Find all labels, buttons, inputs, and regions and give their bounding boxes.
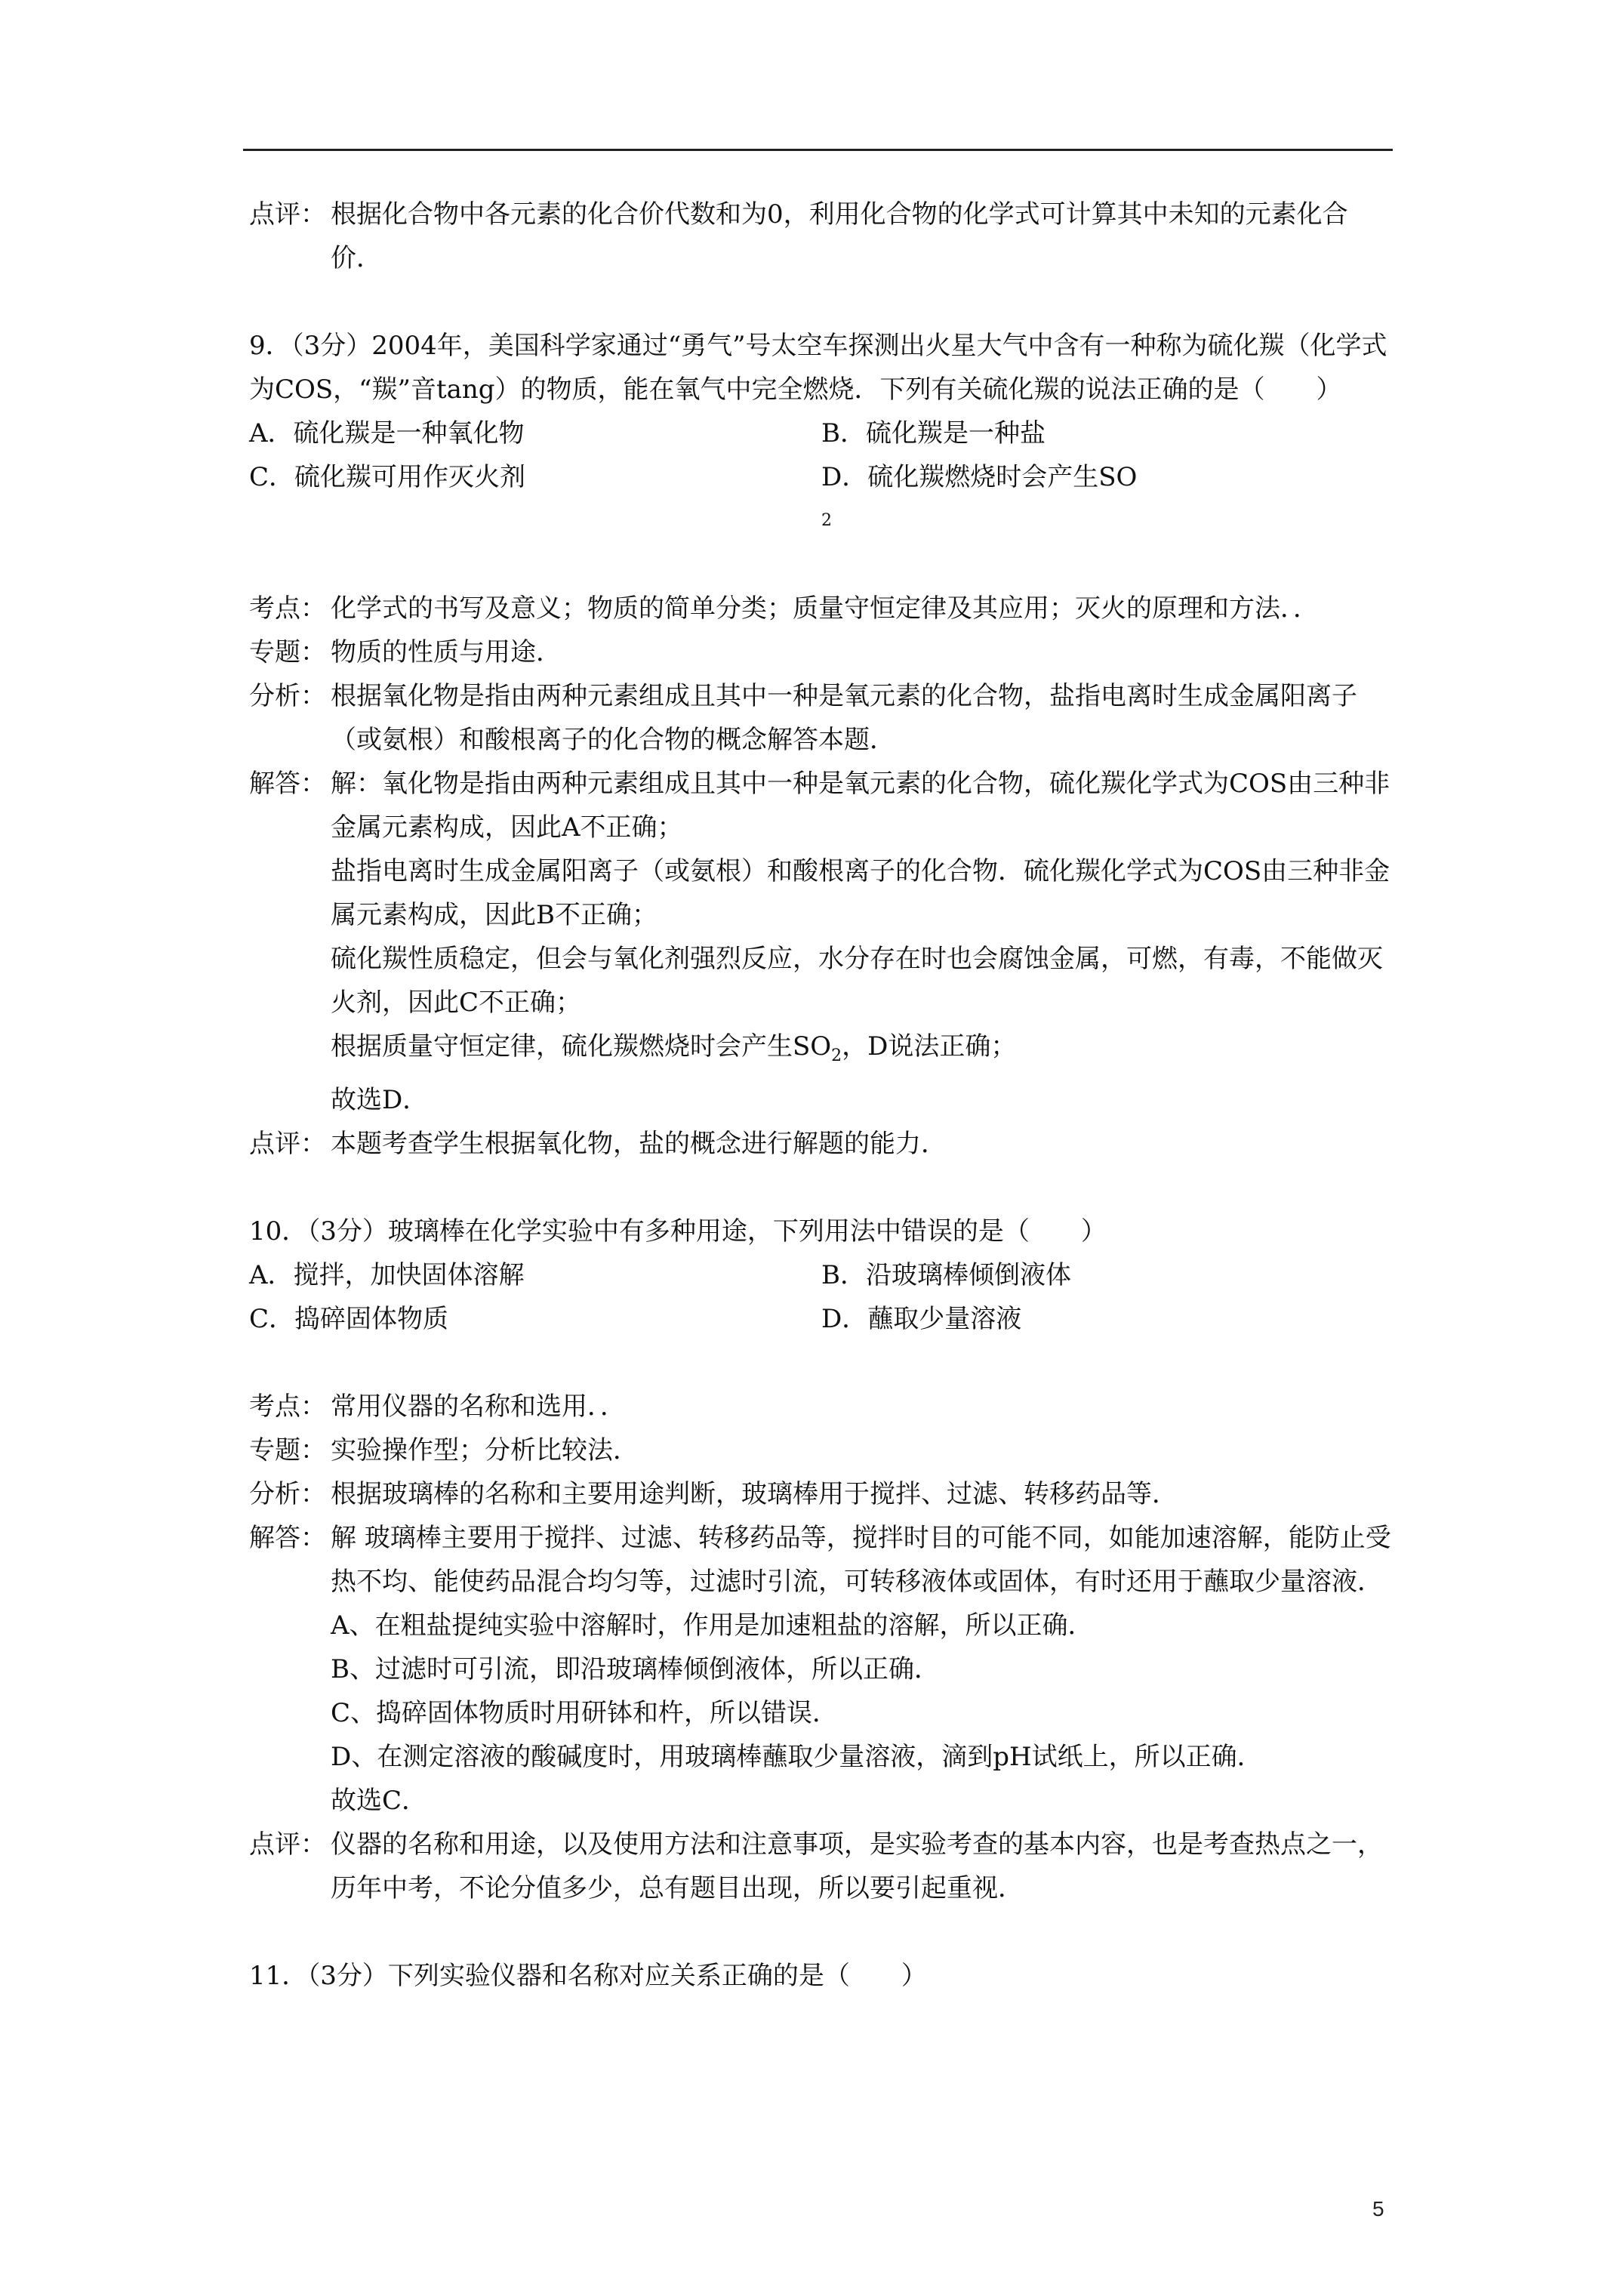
kaodian-text: 化学式的书写及意义；物质的简单分类；质量守恒定律及其应用；灭火的原理和方法．． [331,593,1319,624]
zhuanti-text: 实验操作型；分析比较法． [331,1435,639,1465]
jieda-line: 盐指电离时生成金属阳离子（或氨根）和酸根离子的化合物．硫化羰化学式为COS由三种非金属元素构成，因此B不正确； [331,856,1390,930]
zhuanti-text: 物质的性质与用途． [331,637,562,667]
kaodian-text: 常用仪器的名称和选用．． [331,1391,626,1422]
dianping-label: 点评： [249,1129,326,1159]
jieda-line: 解 玻璃棒主要用于搅拌、过滤、转移药品等，搅拌时目的可能不同，如能加速溶解，能防止受热不均、能使药品混合均匀等，过滤时引流，可转移液体或固体，有时还用于蘸取少量溶液． [331,1523,1391,1597]
zhuanti-label: 专题： [249,637,326,667]
fenxi-text: 根据氧化物是指由两种元素组成且其中一种是氧元素的化合物，盐指电离时生成金属阳离子（或氨根）和酸根离子的化合物的概念解答本题． [331,681,1357,755]
jieda-so2-tail: ，D说法正确； [842,1031,1017,1062]
kaodian-label: 考点： [249,1391,326,1422]
q9-fenxi [249,674,1393,762]
q10-option-b: B．沿玻璃棒倾倒液体 [821,1260,1071,1290]
jieda-so2-subscript: 2 [831,1046,842,1065]
q9-option-d-text: D．硫化羰燃烧时会产生SO [821,462,1138,492]
q10-option-c: C．捣碎固体物质 [249,1304,449,1334]
jieda-so2-text: 根据质量守恒定律，硫化羰燃烧时会产生SO [331,1031,832,1062]
q10-dianping [249,1823,1393,1910]
q10-options [249,1253,1393,1341]
jieda-line: D、在测定溶液的酸碱度时，用玻璃棒蘸取少量溶液，滴到pH试纸上，所以正确． [331,1742,1263,1772]
q10-jieda [249,1516,1393,1823]
dianping-text: 根据化合物中各元素的化合价代数和为0，利用化合物的化学式可计算其中未知的元素化合价． [331,199,1348,273]
page-content [249,193,1393,1998]
jieda-line: 硫化羰性质稳定，但会与氧化剂强烈反应，水分存在时也会腐蚀金属，可燃，有毒，不能做灭火剂，因此C不正确； [331,944,1383,1018]
jieda-final: 故选C． [331,1786,428,1816]
page-number: 5 [1372,2197,1384,2220]
jieda-label: 解答： [249,1523,326,1553]
q10-kaodian [249,1385,1393,1428]
q9-zhuanti [249,630,1393,674]
q9-jieda [249,762,1393,1122]
q9-dianping [249,1122,1393,1166]
q10-option-a: A．搅拌，加快固体溶解 [249,1260,525,1290]
zhuanti-label: 专题： [249,1435,326,1465]
q10-stem: 10．（3分）玻璃棒在化学实验中有多种用途，下列用法中错误的是（ ） [249,1216,1107,1247]
jieda-line: A、在粗盐提纯实验中溶解时，作用是加速粗盐的溶解，所以正确． [331,1610,1094,1641]
dianping-label: 点评： [249,1829,326,1860]
q9-kaodian [249,587,1393,630]
q11-stem: 11．（3分）下列实验仪器和名称对应关系正确的是（ ） [249,1961,927,1991]
jieda-line-so2 [331,1025,1393,1078]
dianping-label: 点评： [249,199,326,230]
dianping-text: 仪器的名称和用途，以及使用方法和注意事项，是实验考查的基本内容，也是考查热点之一，历年中考，不论分值多少，总有题目出现，所以要引起重视． [331,1829,1383,1903]
fenxi-text: 根据玻璃棒的名称和主要用途判断，玻璃棒用于搅拌、过滤、转移药品等． [331,1479,1178,1509]
jieda-line: 解：氧化物是指由两种元素组成且其中一种是氧元素的化合物，硫化羰化学式为COS由三种非金属元素构成，因此A不正确； [331,769,1390,843]
jieda-line: C、捣碎固体物质时用研钵和杵，所以错误． [331,1698,839,1728]
q9-options [249,411,1393,543]
q9-option-d-subscript: 2 [821,511,832,530]
kaodian-label: 考点： [249,593,326,624]
q10-option-d: D．蘸取少量溶液 [821,1304,1022,1334]
q9-stem: 9．（3分）2004年，美国科学家通过“勇气”号太空车探测出火星大气中含有一种称为硫化羰（化学式为COS，“羰”音tang）的物质，能在氧气中完全燃烧．下列有关硫化羰的说法正确的是（ ） [249,331,1387,405]
jieda-line: B、过滤时可引流，即沿玻璃棒倾倒液体，所以正确． [331,1654,940,1684]
q10-zhuanti [249,1428,1393,1472]
q9-option-a: A．硫化羰是一种氧化物 [249,418,525,448]
fenxi-label: 分析： [249,681,326,711]
q8-dianping [249,193,1393,280]
q9-option-b: B．硫化羰是一种盐 [821,418,1046,448]
fenxi-label: 分析： [249,1479,326,1509]
q9-option-c: C．硫化羰可用作灭火剂 [249,462,526,492]
q10-fenxi [249,1472,1393,1516]
dianping-text: 本题考查学生根据氧化物，盐的概念进行解题的能力． [331,1129,947,1159]
jieda-label: 解答： [249,769,326,799]
q9-option-d [821,455,1393,543]
header-rule [243,149,1393,151]
jieda-final: 故选D． [331,1085,429,1115]
